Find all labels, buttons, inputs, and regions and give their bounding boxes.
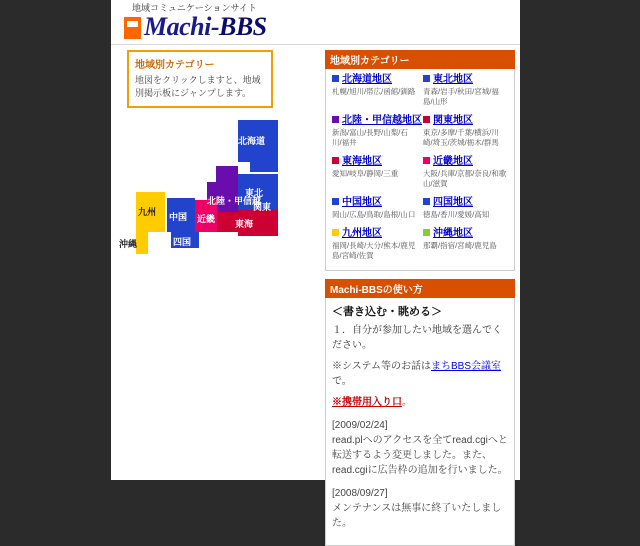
category-kyushu[interactable]: [329, 227, 420, 268]
square-icon: [423, 157, 430, 164]
map-label-shikoku: 四国: [173, 237, 192, 247]
category-shikoku-link[interactable]: 四国地区: [433, 197, 473, 208]
square-icon: [332, 229, 339, 236]
category-chugoku-head[interactable]: [332, 196, 417, 209]
category-kanto-head[interactable]: [423, 114, 508, 127]
category-kinki-head[interactable]: [423, 155, 508, 168]
category-hokkaido-head[interactable]: [332, 73, 417, 86]
category-shikoku-sub: 徳島/香川/愛媛/高知: [423, 210, 490, 219]
category-tokai[interactable]: [329, 155, 420, 196]
usage-heading: ＜書き込む・眺める＞: [332, 306, 442, 318]
machibbs-meeting-room-link[interactable]: まちBBS会議室: [431, 361, 502, 372]
map-label-tohoku: 東北: [245, 188, 264, 198]
map-label-chugoku: 中国: [169, 212, 188, 222]
site-branding: [124, 2, 267, 40]
map-region-okinawa[interactable]: [136, 232, 148, 254]
logo-accent-text: BBS: [219, 12, 267, 41]
category-chugoku[interactable]: [329, 196, 420, 227]
news-item-1-date: [2009/02/24]: [332, 420, 388, 431]
category-shikoku-head[interactable]: [423, 196, 508, 209]
category-hokkaido[interactable]: [329, 73, 420, 114]
usage-panel: [325, 298, 515, 546]
mobile-entrance-link[interactable]: ※携帯用入り口: [332, 397, 402, 408]
square-icon: [423, 116, 430, 123]
region-map[interactable]: [119, 120, 321, 270]
category-tokai-sub: 愛知/岐阜/静岡/三重: [332, 169, 399, 178]
category-kanto-link[interactable]: 関東地区: [433, 115, 473, 126]
square-icon: [423, 229, 430, 236]
category-kyushu-head[interactable]: [332, 227, 417, 240]
category-hokuriku-head[interactable]: [332, 114, 422, 127]
category-hokuriku-sub: 新潟/富山/長野/山梨/石川/福井: [332, 128, 408, 147]
usage-system-note-prefix: ※システム等のお話は: [332, 361, 431, 372]
square-icon: [423, 198, 430, 205]
category-okinawa-sub: 那覇/指宿/宮崎/鹿児島: [423, 241, 497, 250]
category-tohoku-link[interactable]: 東北地区: [433, 74, 473, 85]
category-kinki-link[interactable]: 近畿地区: [433, 156, 473, 167]
map-label-hokuriku: 北陸・甲信越: [207, 196, 262, 206]
category-kinki[interactable]: [420, 155, 511, 196]
category-okinawa[interactable]: [420, 227, 511, 268]
category-tohoku-sub: 青森/岩手/秋田/宮城/福島/山形: [423, 87, 499, 106]
news-item-1-text: read.plへのアクセスを全てread.cgiへと転送するよう変更しました。また、read.cgiに広告枠の追加を行いました。: [332, 435, 508, 476]
category-hokkaido-sub: 札幌/旭川/帯広/函館/釧路: [332, 87, 416, 96]
map-label-tokai: 東海: [235, 219, 254, 229]
map-column: [119, 50, 321, 265]
category-panel-bar: 地域別カテゴリー: [325, 50, 515, 69]
category-chugoku-link[interactable]: 中国地区: [342, 197, 382, 208]
map-label-hokkaido: 北海道: [238, 136, 266, 146]
news-item-2: [332, 486, 508, 531]
category-tokai-head[interactable]: [332, 155, 417, 168]
category-kinki-sub: 大阪/兵庫/京都/奈良/和歌山/滋賀: [423, 169, 507, 188]
site-logo-text: [144, 14, 267, 40]
category-okinawa-link[interactable]: 沖縄地区: [433, 228, 473, 239]
logo-main-text: Machi-: [144, 12, 219, 41]
map-instruction-title: 地域別カテゴリー: [135, 60, 215, 71]
mobile-entrance[interactable]: [332, 395, 508, 410]
mobile-entrance-suffix: 。: [402, 397, 412, 408]
square-icon: [332, 75, 339, 82]
category-tohoku-head[interactable]: [423, 73, 508, 86]
square-icon: [332, 157, 339, 164]
site-header: [111, 0, 520, 46]
category-chugoku-sub: 岡山/広島/鳥取/島根/山口: [332, 210, 416, 219]
page-content: [111, 0, 520, 529]
map-region-hokkaido-tail[interactable]: [250, 162, 278, 172]
category-tokai-link[interactable]: 東海地区: [342, 156, 382, 167]
category-hokuriku-link[interactable]: 北陸・甲信越地区: [342, 115, 422, 126]
category-kyushu-sub: 福岡/長崎/大分/熊本/鹿児島/宮崎/佐賀: [332, 241, 416, 260]
category-kyushu-link[interactable]: 九州地区: [342, 228, 382, 239]
map-instruction-body: 地図をクリックしますと、地域別掲示板にジャンプします。: [135, 75, 261, 98]
category-tohoku[interactable]: [420, 73, 511, 114]
square-icon: [423, 75, 430, 82]
square-icon: [332, 198, 339, 205]
news-item-1: [332, 418, 508, 478]
category-kanto[interactable]: [420, 114, 511, 155]
category-hokkaido-link[interactable]: 北海道地区: [342, 74, 392, 85]
usage-step-1: １．自分が参加したい地域を選んでください。: [332, 325, 502, 351]
map-label-okinawa: 沖縄: [119, 239, 138, 249]
header-divider: [111, 44, 520, 45]
category-list: [325, 69, 515, 271]
map-label-kinki: 近畿: [197, 214, 216, 224]
category-kanto-sub[interactable]: 東京/多摩/千葉/横浜/川崎/埼玉/茨城/栃木/群馬: [423, 128, 499, 147]
map-label-kanto: 関東: [253, 202, 272, 212]
category-okinawa-head[interactable]: [423, 227, 508, 240]
map-instruction-box: [127, 50, 273, 108]
news-item-2-date: [2008/09/27]: [332, 488, 388, 499]
site-tagline: 地域コミュニケーションサイト: [132, 3, 257, 13]
right-column: [325, 50, 515, 546]
usage-panel-bar: Machi-BBSの使い方: [325, 279, 515, 298]
category-shikoku[interactable]: [420, 196, 511, 227]
site-logo[interactable]: [124, 14, 267, 40]
usage-system-note: [332, 359, 508, 389]
map-label-kyushu: 九州: [138, 207, 157, 217]
category-hokuriku[interactable]: [329, 114, 420, 155]
square-icon: [332, 116, 339, 123]
orange-square-logo-mark: [124, 17, 141, 39]
news-item-2-text: メンテナンスは無事に終了いたしました。: [332, 503, 502, 529]
usage-system-note-suffix: で。: [332, 376, 352, 387]
